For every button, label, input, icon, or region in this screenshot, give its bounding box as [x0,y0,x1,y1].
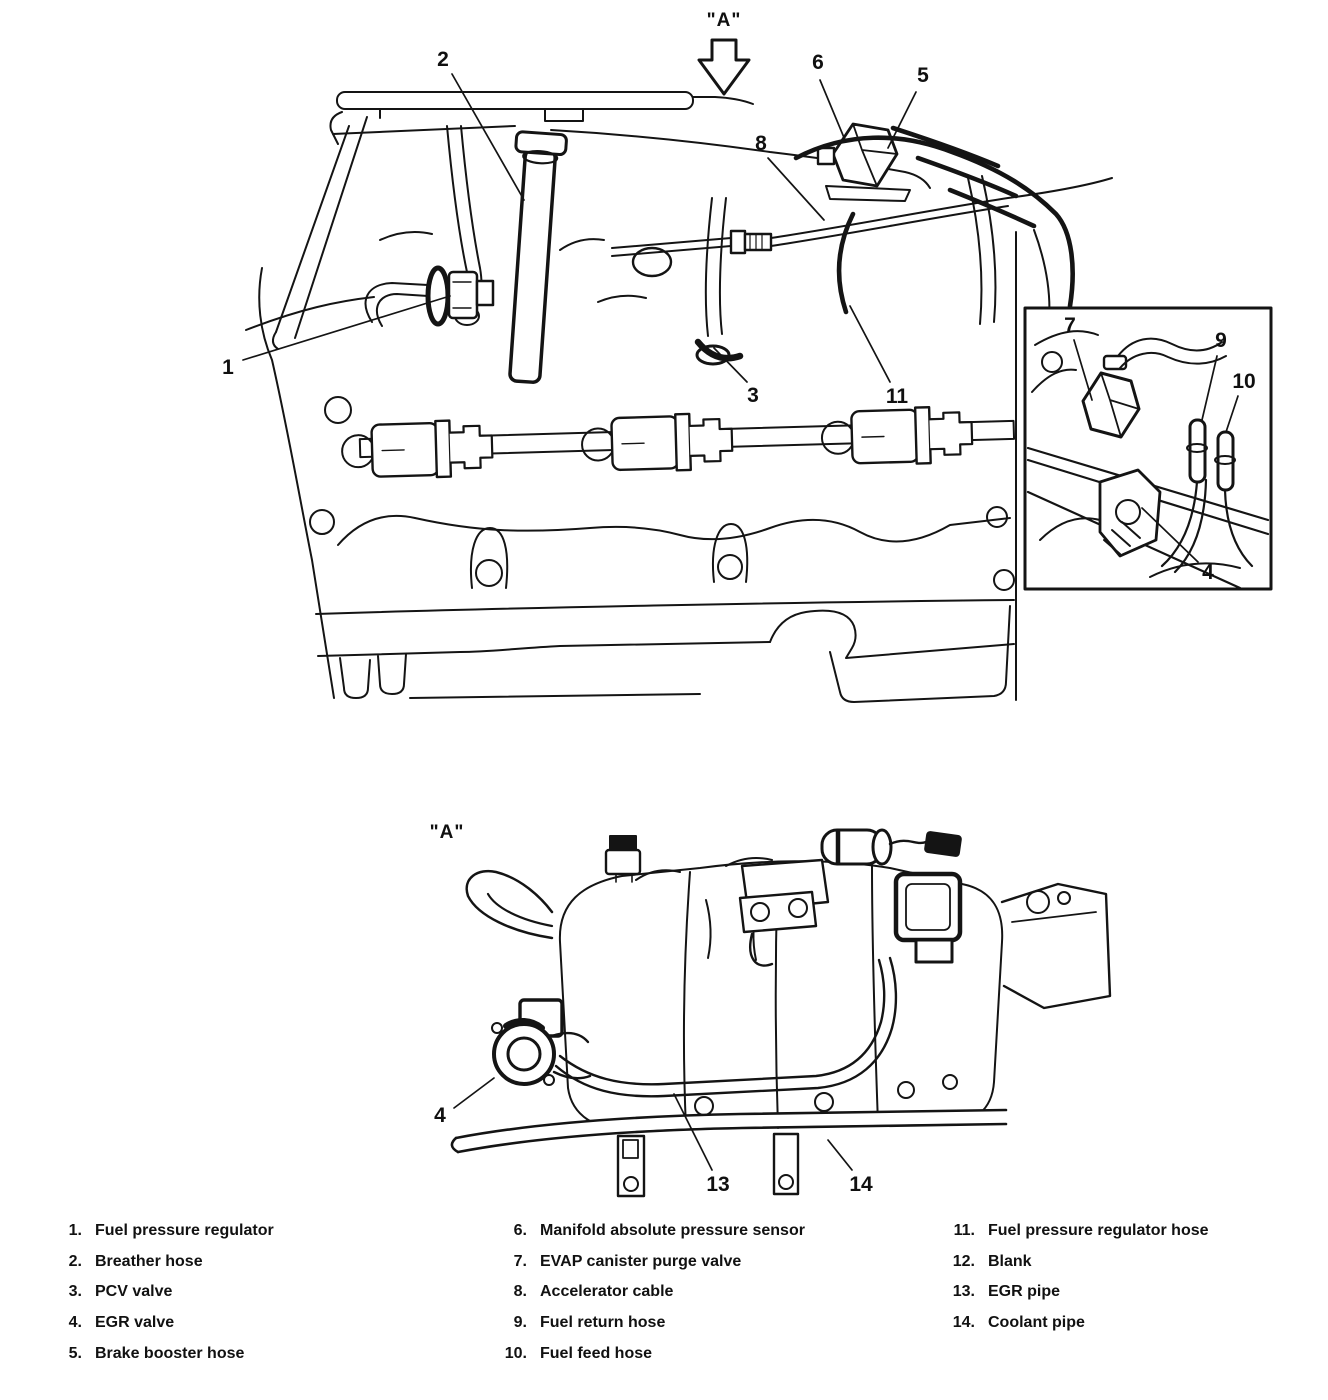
legend-item-label: Fuel return hose [540,1314,666,1332]
callout-9: 9 [1215,329,1227,352]
legend-item-label: PCV valve [95,1283,173,1301]
legend-item-number: 11. [953,1222,975,1240]
legend-column-2 [481,1216,805,1369]
legend-item-14 [929,1308,1209,1339]
legend-item-number: 2. [68,1252,82,1270]
legend-item-label: EGR valve [95,1314,175,1332]
legend-item-label: EGR pipe [988,1283,1061,1301]
legend-item-number: 7. [513,1252,527,1270]
callout-3: 3 [747,384,759,407]
legend-item-label: Breather hose [95,1252,203,1270]
callout-2: 2 [437,48,449,71]
legend-item-2 [36,1247,274,1278]
view-a-arrow-icon [699,40,749,94]
legend-item-5 [36,1338,274,1369]
legend-item-number: 12. [952,1252,975,1270]
legend-item-number: 1. [68,1222,82,1240]
callout-14: 14 [849,1173,873,1196]
view-label-a-bottom: "A" [429,822,465,843]
detail-inset-box [1025,308,1271,589]
legend-item-label: Accelerator cable [540,1283,674,1301]
legend-item-11 [929,1216,1209,1247]
legend-item-number: 6. [513,1222,527,1240]
legend-item-6 [481,1216,805,1247]
legend-item-number: 14. [952,1314,975,1332]
legend-item-number: 5. [68,1344,82,1362]
legend-item-number: 10. [504,1344,527,1362]
callout-4-bottom: 4 [434,1104,446,1127]
legend-item-number: 13. [952,1283,975,1301]
legend-item-7 [481,1247,805,1278]
legend-item-number: 9. [513,1314,527,1332]
legend-item-label: EVAP canister purge valve [540,1252,742,1270]
callout-8: 8 [755,132,767,155]
intake-manifold-drawing [452,830,1110,1196]
legend-item-9 [481,1308,805,1339]
callout-5: 5 [917,64,929,87]
callout-1: 1 [222,356,234,379]
callout-4-inset: 4 [1202,561,1214,584]
legend-item-label: Blank [988,1252,1032,1270]
legend-item-number: 3. [68,1283,82,1301]
legend-item-1 [36,1216,274,1247]
legend-item-3 [36,1277,274,1308]
fuel-injector-drawing [821,406,973,466]
legend-item-label: Coolant pipe [988,1314,1085,1332]
fuel-injector-drawing [341,419,493,479]
callout-11: 11 [885,385,909,408]
callout-6: 6 [812,51,824,74]
legend-column-3 [929,1216,1209,1338]
legend-item-label: Fuel feed hose [540,1344,653,1362]
legend-item-number: 8. [513,1283,527,1301]
legend-item-13 [929,1277,1209,1308]
legend-item-12 [929,1247,1209,1278]
view-label-a-top: "A" [706,10,742,31]
fuel-injector-drawing [581,413,733,473]
legend-item-number: 4. [68,1314,82,1332]
legend-item-label: Fuel pressure regulator hose [988,1222,1209,1240]
callout-7: 7 [1064,314,1076,337]
legend-item-label: Brake booster hose [95,1344,245,1362]
legend-item-label: Fuel pressure regulator [95,1222,274,1240]
legend-item-4 [36,1308,274,1339]
legend-column-1 [36,1216,274,1369]
legend-item-10 [481,1338,805,1369]
legend-item-label: Manifold absolute pressure sensor [540,1222,805,1240]
callout-10: 10 [1232,370,1256,393]
callout-13: 13 [706,1173,730,1196]
engine-side-view-drawing [246,40,1112,702]
legend-item-8 [481,1277,805,1308]
